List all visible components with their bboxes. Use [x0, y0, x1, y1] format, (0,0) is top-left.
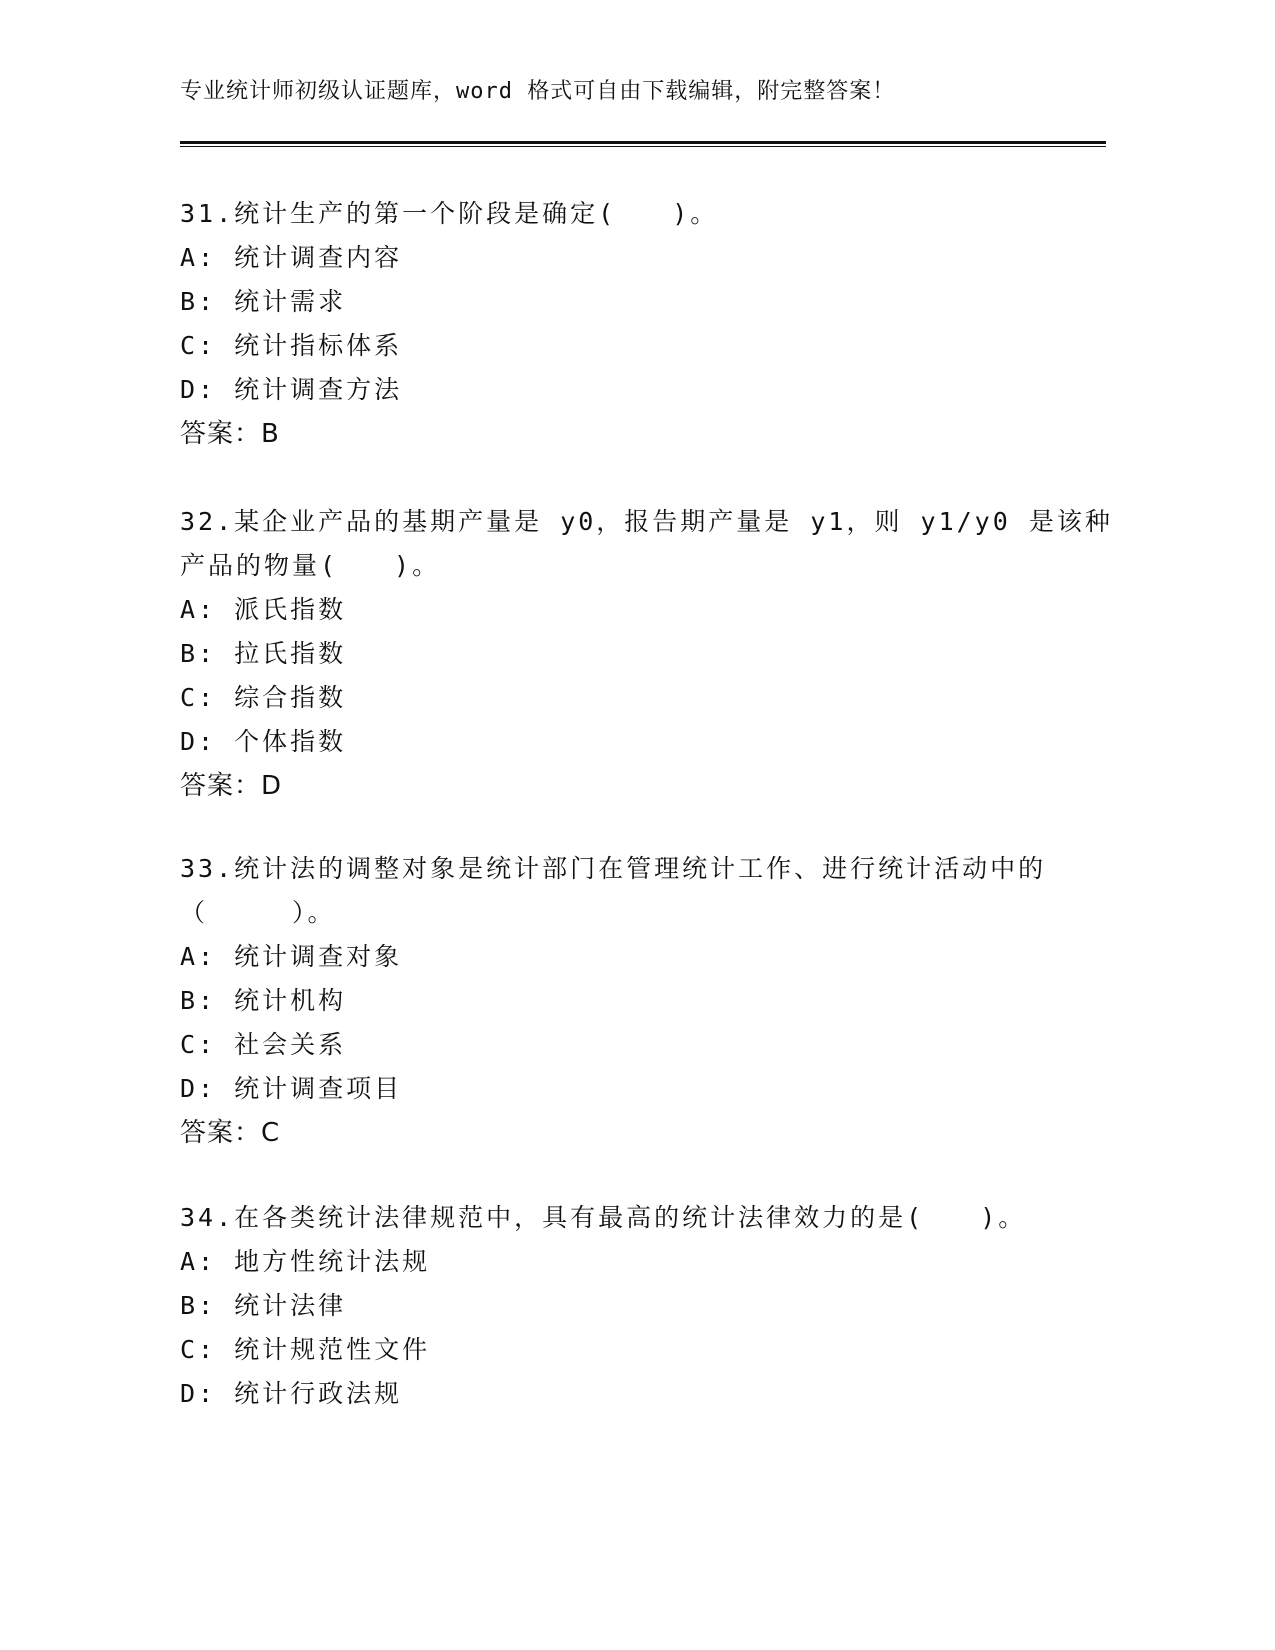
- option-a: A: 派氏指数: [180, 595, 347, 624]
- question-stem: 34.在各类统计法律规范中，具有最高的统计法律效力的是( )。: [180, 1203, 1027, 1232]
- question-stem-continued: 产品的物量( )。: [180, 551, 441, 580]
- question-31: [180, 192, 1060, 456]
- option-c: C: 统计指标体系: [180, 331, 403, 360]
- question-stem-continued: （ ）。: [180, 898, 336, 927]
- page-header: 专业统计师初级认证题库，word 格式可自由下载编辑，附完整答案！: [180, 79, 896, 104]
- option-a: A: 统计调查对象: [180, 942, 403, 971]
- question-stem: 33.统计法的调整对象是统计部门在管理统计工作、进行统计活动中的: [180, 854, 1047, 883]
- option-c: C: 综合指数: [180, 683, 347, 712]
- answer-line: 答案：B: [180, 419, 280, 449]
- option-a: A: 地方性统计法规: [180, 1247, 431, 1276]
- option-c: C: 社会关系: [180, 1030, 347, 1059]
- question-stem: 31.统计生产的第一个阶段是确定( )。: [180, 199, 719, 228]
- header-divider-thin: [180, 146, 1106, 147]
- option-d: D: 统计调查项目: [180, 1074, 403, 1103]
- option-b: B: 统计法律: [180, 1291, 347, 1320]
- question-33: [180, 847, 1060, 1155]
- header-divider-thick: [180, 141, 1106, 144]
- option-c: C: 统计规范性文件: [180, 1335, 431, 1364]
- option-b: B: 统计机构: [180, 986, 347, 1015]
- question-32: [180, 500, 1113, 808]
- option-a: A: 统计调查内容: [180, 243, 403, 272]
- option-b: B: 拉氏指数: [180, 639, 347, 668]
- option-d: D: 个体指数: [180, 727, 347, 756]
- option-d: D: 统计调查方法: [180, 375, 403, 404]
- option-b: B: 统计需求: [180, 287, 347, 316]
- question-34: [180, 1196, 1060, 1416]
- answer-line: 答案：D: [180, 771, 283, 801]
- option-d: D: 统计行政法规: [180, 1379, 403, 1408]
- question-stem: 32.某企业产品的基期产量是 y0，报告期产量是 y1，则 y1/y0 是该种: [180, 507, 1113, 536]
- answer-line: 答案：C: [180, 1118, 281, 1148]
